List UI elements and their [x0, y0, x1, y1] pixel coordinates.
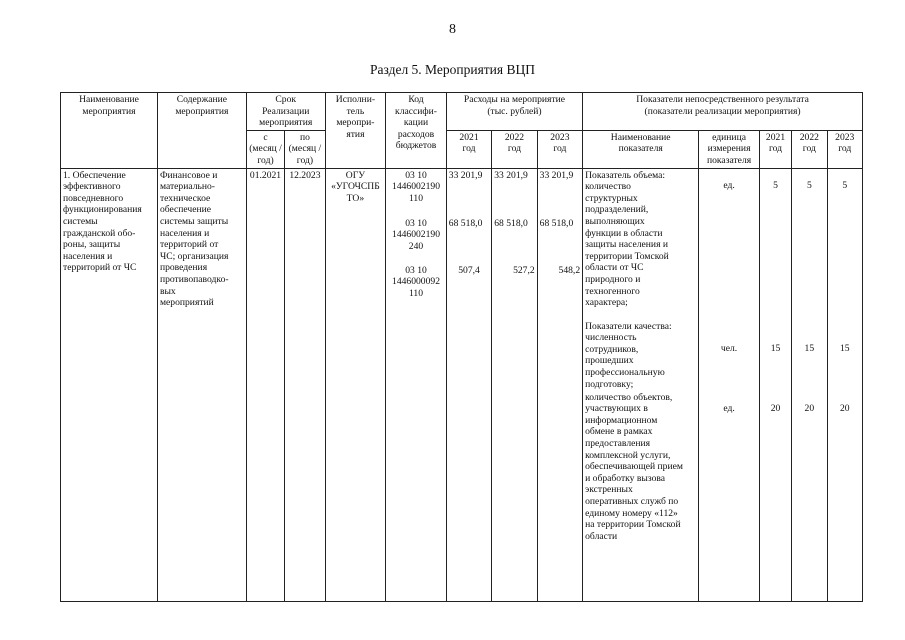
- expense-value: 68 518,0: [448, 217, 483, 229]
- indicator-unit: ед.: [723, 179, 735, 191]
- header-term-from: с (месяц / год): [246, 130, 284, 168]
- header-indicators: Показатели непосредственного результата (показатели реализации мероприятия): [583, 93, 863, 131]
- executor: ОГУ «УГОЧСПБ ТО»: [325, 168, 386, 601]
- expense-value: 548,2: [558, 264, 581, 276]
- header-term-to: по (месяц / год): [285, 130, 325, 168]
- header-name: Наименование мероприятия: [61, 93, 158, 169]
- activity-content: Финансовое и материально- техническое обеспечение системы защиты населения и территорий от ЧС; организация проведения противопаводко- вых мероприятий: [157, 168, 246, 601]
- indicator-value: 5: [773, 179, 778, 191]
- indicator-value: 5: [842, 179, 848, 191]
- indicator-value: 20: [804, 402, 815, 414]
- code-cell: [386, 168, 447, 601]
- term-to: 12.2023: [285, 168, 325, 601]
- header-indicator-2022: 2022 год: [792, 130, 827, 168]
- term-from: 01.2021: [246, 168, 284, 601]
- expense-value: 68 518,0: [494, 217, 528, 229]
- budget-code: 03 10 1446002190 240: [392, 217, 440, 252]
- expense-2022-cell: [492, 168, 537, 601]
- expense-2021-cell: [446, 168, 491, 601]
- header-expense-2022: 2022 год: [492, 130, 537, 168]
- indicator-2022-cell: [792, 168, 827, 601]
- expense-value: 68 518,0: [539, 217, 574, 229]
- expense-value: 33 201,9: [494, 169, 528, 181]
- indicator-unit: чел.: [720, 342, 738, 354]
- budget-code: 03 10 1446002190 110: [392, 169, 440, 204]
- header-term: Срок Реализации мероприятия: [246, 93, 325, 131]
- indicator-value: 5: [806, 179, 812, 191]
- indicator-value: 20: [839, 402, 850, 414]
- indicator-name-cell: [583, 168, 699, 601]
- page-number: 8: [449, 22, 456, 37]
- activities-table: [60, 92, 863, 602]
- indicator-value: 15: [770, 342, 781, 354]
- header-indicator-2023: 2023 год: [827, 130, 862, 168]
- indicator-2023-cell: [827, 168, 862, 601]
- header-expenses: Расходы на мероприятие (тыс. рублей): [446, 93, 582, 131]
- expense-value: 527,2: [513, 264, 535, 276]
- header-code: Код классифи- кации расходов бюджетов: [386, 93, 447, 169]
- header-row-1: [61, 93, 863, 131]
- header-expense-2023: 2023 год: [537, 130, 582, 168]
- expense-value: 507,4: [458, 264, 480, 276]
- table-row: [61, 168, 863, 601]
- indicator-value: 15: [804, 342, 815, 354]
- budget-code: 03 10 1446000092 110: [392, 264, 440, 299]
- indicator-unit: ед.: [723, 402, 735, 414]
- header-expense-2021: 2021 год: [446, 130, 491, 168]
- indicator-2021-cell: [759, 168, 791, 601]
- expense-2023-cell: [537, 168, 582, 601]
- indicator-unit-cell: [699, 168, 760, 601]
- indicator-name: Показатель объема: количество структурных подразделений, выполняющих функции в области защиты населения и территории Томской области от ЧС природного и техногенного характера;: [585, 169, 669, 309]
- indicator-name: Показатели качества: численность сотрудников, прошедших профессиональную подготовку;: [585, 320, 672, 390]
- indicator-value: 15: [839, 342, 850, 354]
- header-content: Содержание мероприятия: [157, 93, 246, 169]
- header-indicator-name: Наименование показателя: [583, 130, 699, 168]
- activity-name: 1. Обеспечение эффективного повседневного функционирования системы гражданской обо- роны, защиты населения и территорий от ЧС: [61, 168, 158, 601]
- expense-value: 33 201,9: [448, 169, 483, 181]
- header-indicator-2021: 2021 год: [759, 130, 791, 168]
- header-indicator-unit: единица измерения показателя: [699, 130, 760, 168]
- indicator-value: 20: [770, 402, 781, 414]
- expense-value: 33 201,9: [539, 169, 574, 181]
- section-title: Раздел 5. Мероприятия ВЦП: [370, 62, 535, 77]
- header-executor: Исполни- тель меропри- ятия: [325, 93, 386, 169]
- indicator-name: количество объектов, участвующих в информационном обмене в рамках предоставления комплексной услуги, обеспечивающей прием и обработку вызова экстренных оперативных служб по единому номеру «112» на территории Томской области: [585, 391, 683, 542]
